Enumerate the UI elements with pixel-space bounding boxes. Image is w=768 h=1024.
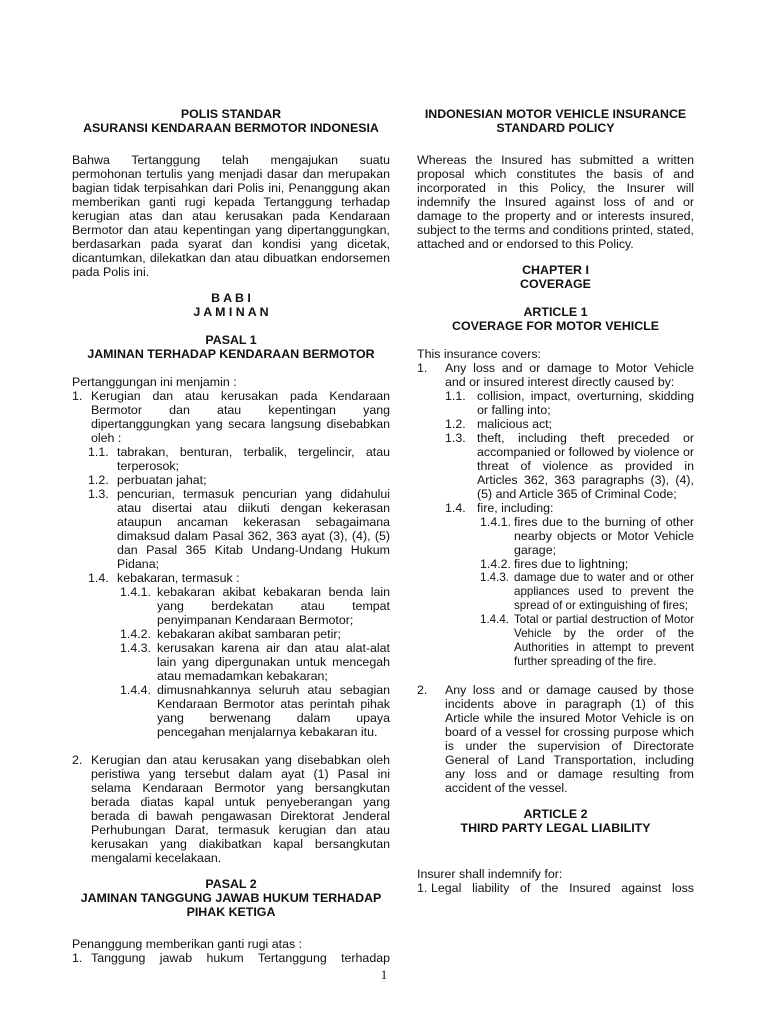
right-list-item-1 [417,361,694,389]
list-number: 1.4.2. [120,627,152,641]
list-number: 1.2. [88,473,109,487]
list-text: kebakaran, termasuk : [117,571,240,585]
indonesian-column [72,107,390,965]
list-number: 1.2. [445,417,466,431]
left-list-item-1-4-4 [72,683,390,739]
left-article-2-number: PASAL 2 [205,877,257,891]
right-article-1-number: ARTICLE 1 [523,305,588,319]
list-number: 1.4.1. [120,585,152,599]
left-list-item-2 [72,753,390,865]
page-number: 1 [380,967,388,982]
right-article-2-item-1 [417,881,694,895]
right-indemnify-intro: Insurer shall indemnify for: [417,867,563,881]
left-article-2-item-1 [72,951,390,965]
left-list-item-1 [72,389,390,445]
right-title-line-2: STANDARD POLICY [496,121,615,135]
right-article-2-title: THIRD PARTY LEGAL LIABILITY [460,821,651,835]
left-list-item-1-4 [72,571,390,585]
right-article-2-number: ARTICLE 2 [523,807,588,821]
list-number: 1.3. [88,487,109,501]
list-text: Any loss and or damage caused by those incidents above in paragraph (1) of this Article while the insured Motor Vehicle is on board of a vessel for crossing purpose which is under the supervision of Directorate General of Land Transportation, including any loss and or damage resulting from accident of the vessel. [445,683,694,795]
list-text: fire, including: [477,501,554,515]
right-list-item-1-4-3 [417,571,694,613]
list-number: 2. [417,683,428,697]
list-text: malicious act; [477,417,553,431]
list-text: pencurian, termasuk pencurian yang didahului atau disertai atau diikuti dengan kekerasan ataupun ancaman kekerasan sebagaimana dimaksud dalam Pasal 362, 363 ayat (3), (4), (5) dan Pasal 365 Kitab Undang-Undang Hukum Pidana; [117,487,390,571]
list-number: 1.1. [88,445,109,459]
list-text: kebakaran akibat kebakaran benda lain yang berdekatan atau tempat penyimpanan Kendaraan Bermotor; [157,585,390,627]
list-text: fires due to lightning; [514,557,629,571]
list-number: 1.3. [445,431,466,445]
list-number: 1. [417,361,428,375]
list-text: perbuatan jahat; [117,473,207,487]
right-article-1-title: COVERAGE FOR MOTOR VEHICLE [452,319,659,333]
list-text: Any loss and or damage to Motor Vehicle and or insured interest directly caused by: [445,361,694,389]
left-list-item-1-1 [72,445,390,473]
list-number: 1.4. [445,501,466,515]
right-title-line-1: INDONESIAN MOTOR VEHICLE INSURANCE [424,107,687,121]
list-number: 1. [417,881,428,895]
list-text: damage due to water and or other appliances used to prevent the spread of or extinguishing of fires; [514,571,694,612]
list-text: Legal liability of the Insured against loss [431,881,694,895]
left-list-item-1-2 [72,473,390,487]
english-column [417,107,694,895]
right-list-item-1-4-2 [417,557,694,571]
left-article-2-title: JAMINAN TANGGUNG JAWAB HUKUM TERHADAP PIHAK KETIGA [80,891,382,919]
right-list-item-2 [417,683,694,795]
left-list-item-1-4-1 [72,585,390,627]
list-text: Total or partial destruction of Motor Vehicle by the order of the Authorities in attempt to prevent further spreading of the fire. [514,613,694,668]
list-text: fires due to the burning of other nearby objects or Motor Vehicle garage; [514,515,694,557]
right-list-item-1-4 [417,501,694,515]
list-number: 1.4.3. [480,571,510,584]
right-list-item-1-4-1 [417,515,694,557]
left-article-1-title: JAMINAN TERHADAP KENDARAAN BERMOTOR [87,347,375,361]
right-list-item-1-1 [417,389,694,417]
left-list-item-1-3 [72,487,390,571]
left-chapter-title: J A M I N A N [193,305,269,319]
list-text: Kerugian dan atau kerusakan pada Kendaraan Bermotor dan atau kepentingan yang dipertanggungkan yang secara langsung disebabkan oleh : [91,389,390,445]
list-number: 1. [72,389,83,403]
left-coverage-intro: Pertanggungan ini menjamin : [72,375,237,389]
right-list-item-1-4-4 [417,613,694,669]
right-chapter-number: CHAPTER I [522,263,589,277]
list-text: kebakaran akibat sambaran petir; [157,627,341,641]
list-number: 1.4.2. [480,557,512,571]
right-coverage-intro: This insurance covers: [417,347,541,361]
right-chapter-title: COVERAGE [520,277,591,291]
list-number: 1.4. [88,571,109,585]
left-chapter-number: B A B I [211,291,251,305]
left-article-1-number: PASAL 1 [205,333,257,347]
list-number: 1.4.4. [480,613,510,626]
list-text: Kerugian dan atau kerusakan yang disebabkan oleh peristiwa yang tersebut dalam ayat (1) Pasal ini selama Kendaraan Bermotor yang bersangkutan berada diatas kapal untuk penyeberangan yang berada di bawah pengawasan Direktorat Jenderal Perhubungan Darat, termasuk kerugian dan atau kerusakan yang diakibatkan kapal bersangkutan mengalami kecelakaan. [91,753,390,865]
left-list-item-1-4-2 [72,627,390,641]
list-number: 1.1. [445,389,466,403]
list-number: 1.4.4. [120,683,152,697]
list-number: 1.4.3. [120,641,152,655]
list-text: dimusnahkannya seluruh atau sebagian Kendaraan Bermotor atas perintah pihak yang berwenang dalam upaya pencegahan menjalarnya kebakaran itu. [157,683,390,739]
list-number: 1.4.1. [480,515,512,529]
list-text: theft, including theft preceded or accompanied or followed by violence or threat of violence as provided in Articles 362, 363 paragraphs (3), (4), (5) and Article 365 of Criminal Code; [477,431,694,501]
list-number: 2. [72,753,83,767]
right-intro-paragraph: Whereas the Insured has submitted a written proposal which constitutes the basis of and incorporated in this Policy, the Insurer will indemnify the Insured against loss of and or damage to the property and or interests insured, subject to the terms and conditions printed, stated, attached and or endorsed to this Policy. [417,153,694,251]
list-text: tabrakan, benturan, terbalik, tergelincir, atau terperosok; [117,445,390,473]
left-indemnify-intro: Penanggung memberikan ganti rugi atas : [72,937,303,951]
list-text: collision, impact, overturning, skidding or falling into; [477,389,694,417]
right-list-item-1-2 [417,417,694,431]
left-intro-paragraph: Bahwa Tertanggung telah mengajukan suatu permohonan tertulis yang menjadi dasar dan merupakan bagian tidak terpisahkan dari Polis ini, Penanggung akan memberikan ganti rugi kepada Tertanggung terhadap kerugian atas dan atau kerusakan pada Kendaraan Bermotor dan atau kepentingan yang dipertanggungkan, berdasarkan pada syarat dan kondisi yang dicetak, dicantumkan, dilekatkan dan atau dibuatkan endorsemen pada Polis ini. [72,153,390,279]
list-text: Tanggung jawab hukum Tertanggung terhadap [91,951,390,965]
left-title-line-2: ASURANSI KENDARAAN BERMOTOR INDONESIA [83,121,379,135]
list-text: kerusakan karena air dan atau alat-alat lain yang dipergunakan untuk mencegah atau memadamkan kebakaran; [157,641,390,683]
left-list-item-1-4-3 [72,641,390,683]
right-list-item-1-3 [417,431,694,501]
list-number: 1. [72,951,83,965]
left-title-line-1: POLIS STANDAR [180,107,282,121]
